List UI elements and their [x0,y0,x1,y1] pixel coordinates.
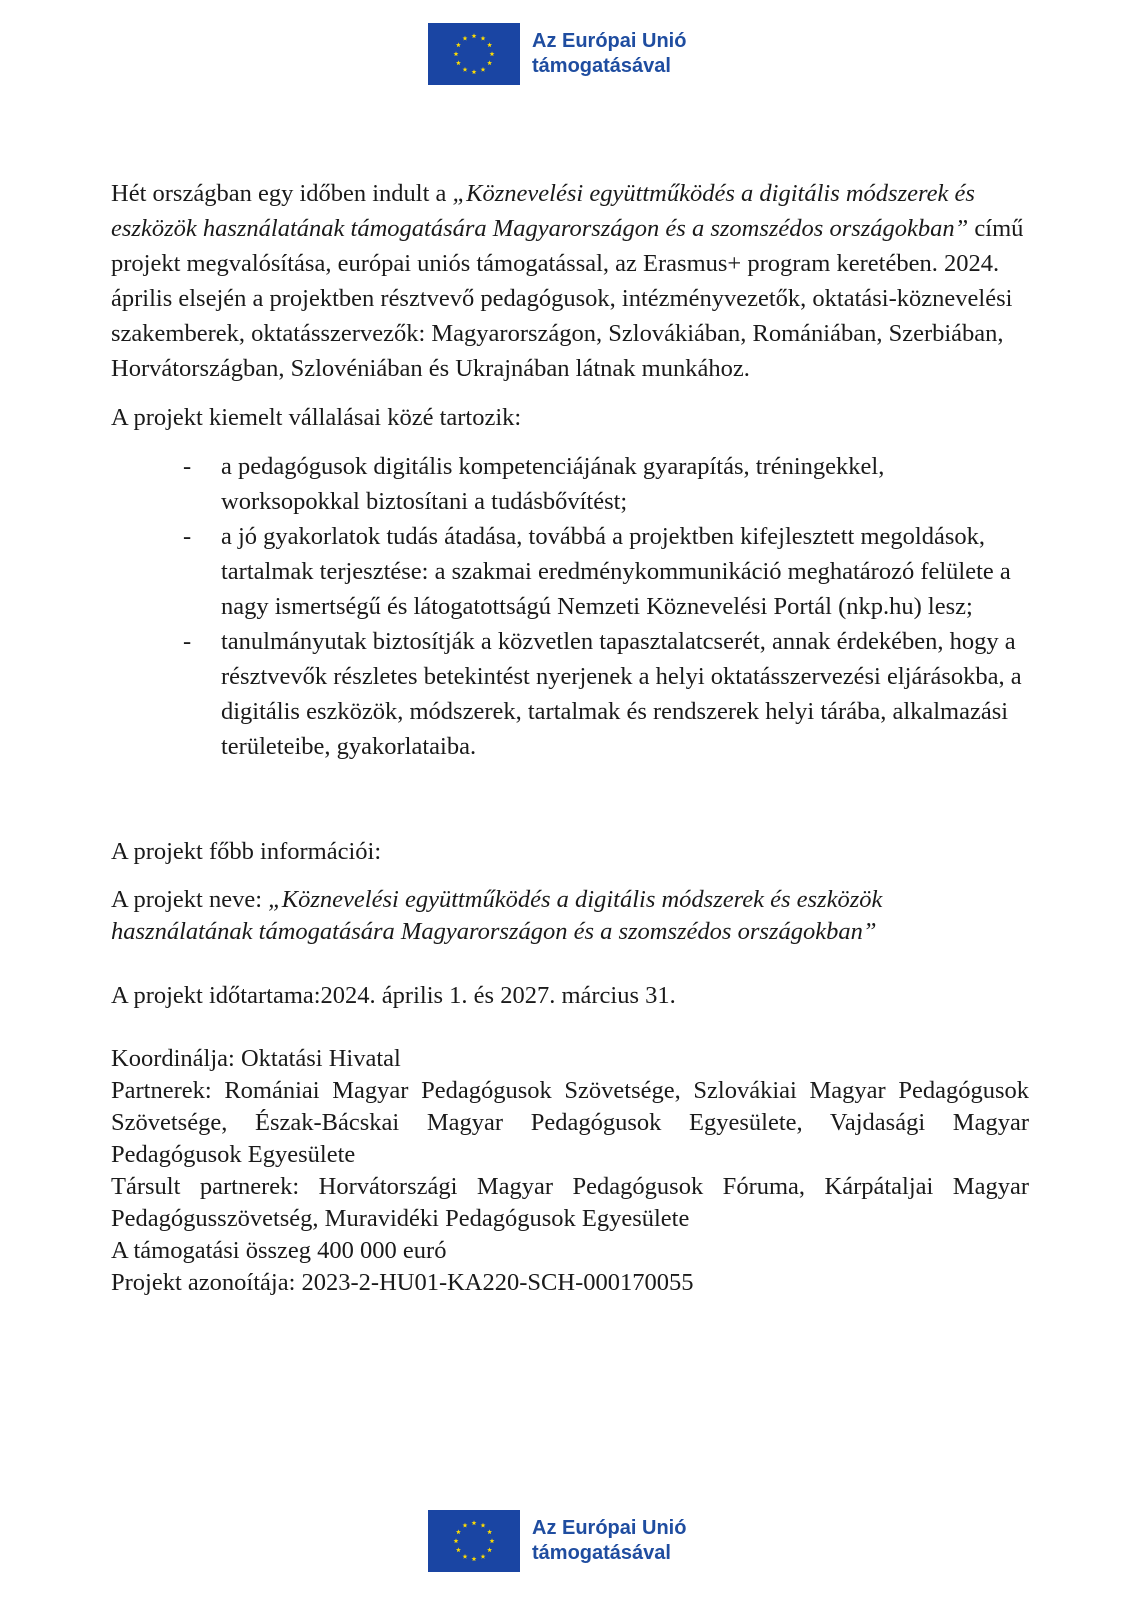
intro-paragraph [111,176,1029,386]
bullet-dash: - [183,453,192,480]
list-item [111,624,1029,764]
project-name-label: A projekt neve: [111,886,269,913]
eu-logo-line2: támogatásával [532,1542,671,1564]
list-item-text: tanulmányutak biztosítják a közvetlen tapasztalatcserét, annak érdekében, hogy a résztvevők részletes betekintést nyerjenek a helyi oktatásszervezési eljárásokba, a digitális eszközök, módszerek, tartalmak és rendszerek helyi tárába, alkalmazási területeibe, gyakorlataiba. [221,628,1022,760]
eu-flag-icon [428,23,520,85]
bullet-dash: - [183,523,192,550]
list-item [111,519,1029,624]
project-id: Projekt azonoítája: 2023-2-HU01-KA220-SCH-000170055 [111,1269,694,1296]
eu-logo-line2: támogatásával [532,55,671,77]
info-heading: A projekt főbb információi: [111,838,382,865]
project-details [111,1043,1029,1299]
intro-text-start: Hét országban egy időben indult a [111,180,453,207]
intro-text-end: című projekt megvalósítása, európai uniós támogatással, az Erasmus+ program keretében. 2024. április elsején a projektben résztvevő pedagógusok, intézményvezetők, oktatási-köznevelési szakemberek, oktatásszervezők: Magyarországon, Szlovákiában, Romániában, Szerbiában, Horvátországban, Szlovéniában és Ukrajnában látnak munkához. [111,215,1024,382]
eu-logo-line1: Az Európai Unió [532,30,687,52]
eu-logo-caption [532,1516,686,1566]
project-grant: A támogatási összeg 400 000 euró [111,1237,447,1264]
eu-flag-icon [428,1510,520,1572]
project-duration: A projekt időtartama:2024. április 1. és 2027. március 31. [111,982,676,1009]
intro-project-title: „Köznevelési együttműködés a digitális módszerek és eszközök használatának támogatására Magyarországon és a szomszédos országokban” [111,180,975,242]
project-partners: Partnerek: Romániai Magyar Pedagógusok Szövetsége, Szlovákiai Magyar Pedagógusok Szövetsége, Észak-Bácskai Magyar Pedagógusok Egyesülete, Vajdasági Magyar Pedagógusok Egyesülete [111,1077,1029,1168]
list-item-text: a jó gyakorlatok tudás átadása, továbbá a projektben kifejlesztett megoldások, tartalmak terjesztése: a szakmai eredménykommunikáció meghatározó felülete a nagy ismertségű és látogatottságú Nemzeti Köznevelési Portál (nkp.hu) lesz; [221,523,1011,620]
eu-logo-caption [532,29,686,79]
project-name-line [111,884,1029,948]
list-item-text: a pedagógusok digitális kompetenciájának gyarapítás, tréningekkel, worksopokkal biztosítani a tudásbővítést; [221,453,885,515]
project-name-value: „Köznevelési együttműködés a digitális módszerek és eszközök használatának támogatására Magyarországon és a szomszédos országokban” [111,886,883,945]
commitments-list [111,449,1029,764]
eu-logo-line1: Az Európai Unió [532,1517,687,1539]
commitments-heading: A projekt kiemelt vállalásai közé tartozik: [111,404,522,431]
project-coordinator: Koordinálja: Oktatási Hivatal [111,1045,401,1072]
eu-logo-top [428,23,686,85]
eu-logo-bottom [428,1510,686,1572]
project-associated-partners: Társult partnerek: Horvátországi Magyar Pedagógusok Fóruma, Kárpátaljai Magyar Pedagógusszövetség, Muravidéki Pedagógusok Egyesülete [111,1173,1029,1232]
list-item [111,449,1029,519]
bullet-dash: - [183,628,192,655]
document-body [111,176,1029,1299]
